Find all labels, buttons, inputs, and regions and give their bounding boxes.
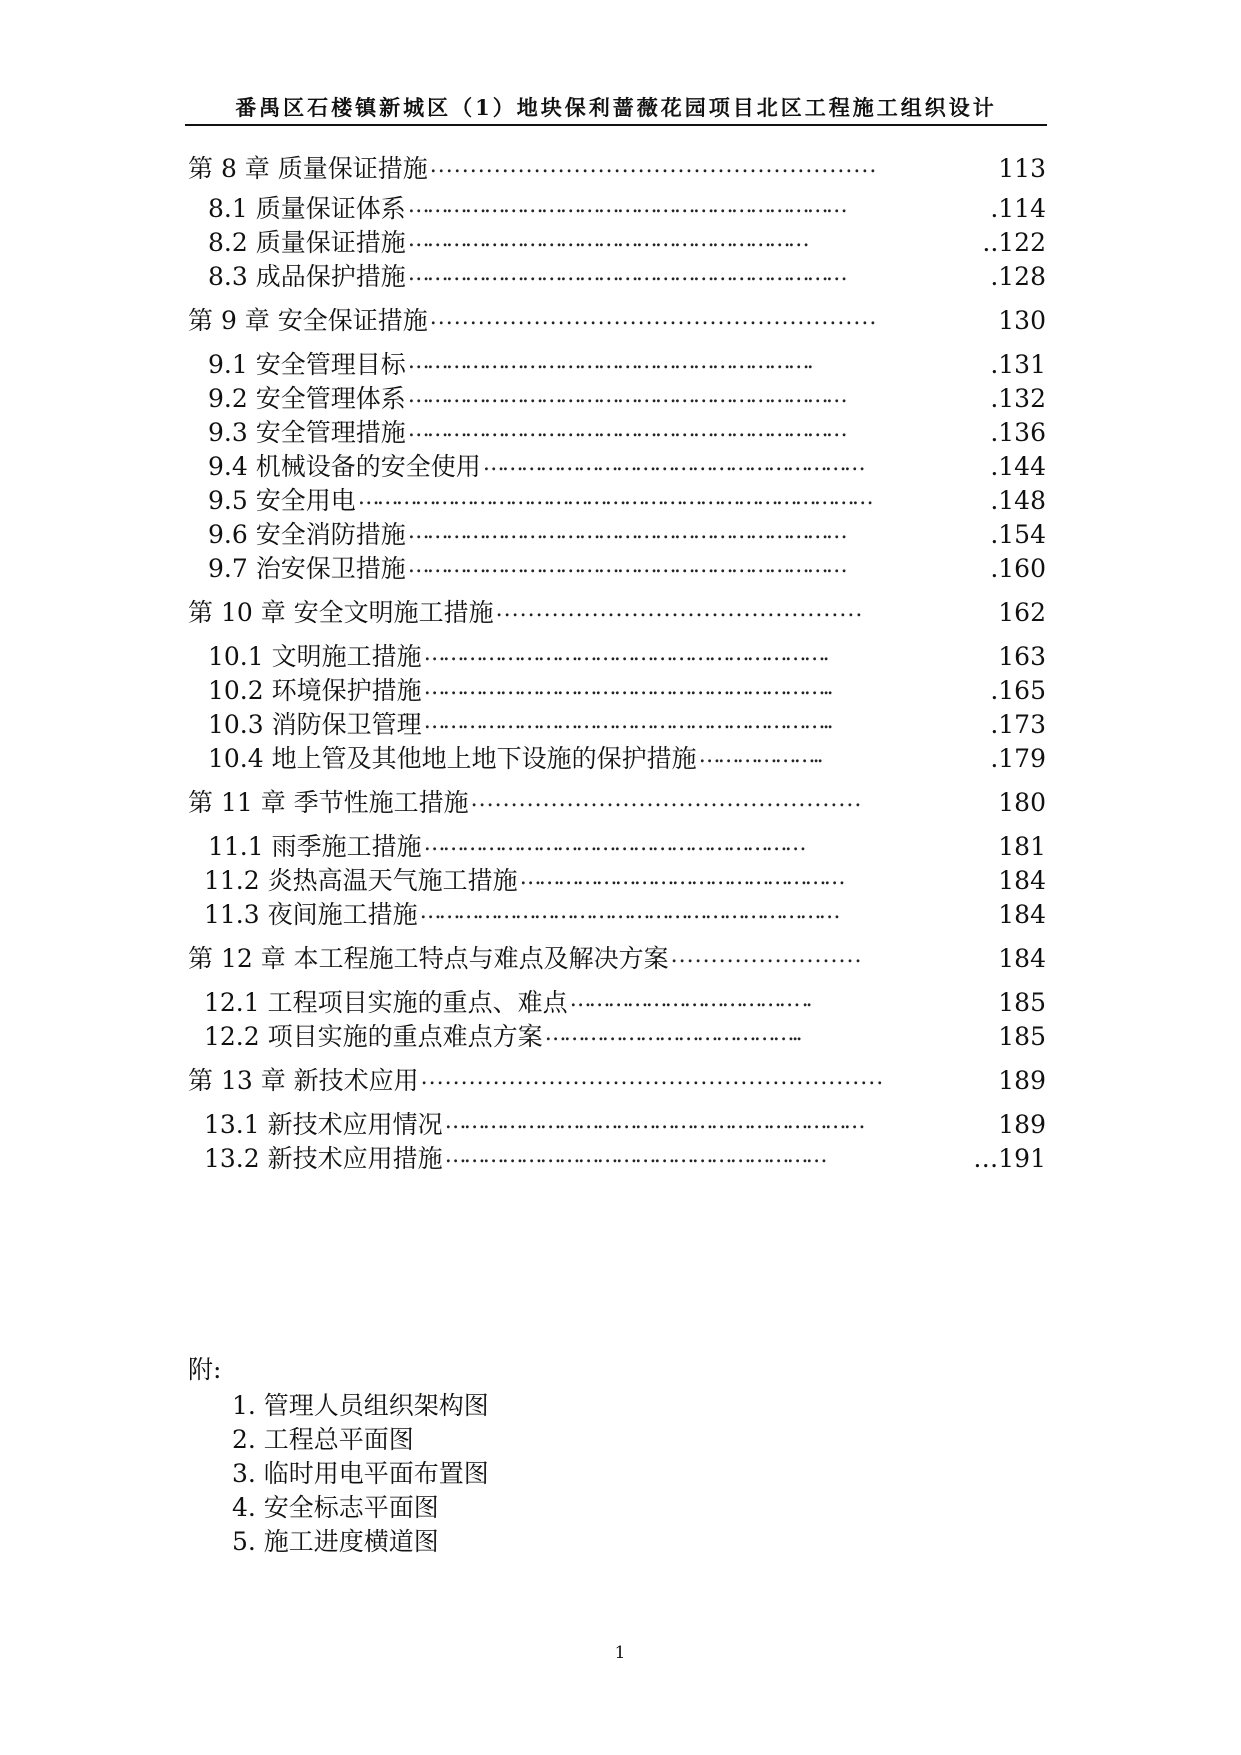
toc-row-10-2[interactable] xyxy=(208,672,1046,706)
toc-row-9-7[interactable] xyxy=(208,550,1046,584)
toc-leader: ………………………………………………………… xyxy=(444,1109,863,1134)
toc-page: 163 xyxy=(998,642,1046,671)
toc-page: 180 xyxy=(998,788,1046,817)
toc-label: 第 11 章 季节性施工措施 xyxy=(188,788,469,817)
toc-row-8-1[interactable] xyxy=(208,190,1046,224)
toc-label: 12.2 项目实施的重点难点方案 xyxy=(204,1022,543,1051)
toc-leader: ………………………………….. xyxy=(544,1021,800,1046)
toc-row-9-4[interactable] xyxy=(208,448,1046,482)
toc-label: 13.2 新技术应用措施 xyxy=(204,1144,443,1173)
toc-label: 9.1 安全管理目标 xyxy=(208,350,406,379)
toc-leader: ........................................................ xyxy=(429,305,878,330)
toc-leader: …………………………………………………………… xyxy=(407,519,845,544)
toc-row-ch9[interactable] xyxy=(188,302,1046,336)
toc-leader: ……………………………………………………….. xyxy=(423,675,831,700)
appendix-item[interactable]: 1. 管理人员组织架构图 xyxy=(232,1391,489,1420)
toc-page: .144 xyxy=(990,452,1046,481)
toc-label: 9.5 安全用电 xyxy=(208,486,356,515)
toc-leader: …………………………………………………………… xyxy=(407,383,845,408)
toc-row-9-6[interactable] xyxy=(208,516,1046,550)
toc-label: 8.2 质量保证措施 xyxy=(208,228,406,257)
appendix-title: 附: xyxy=(188,1355,222,1384)
toc-leader: ………………………………………………………. xyxy=(423,641,827,666)
toc-leader: …………………………………………………… xyxy=(444,1143,825,1168)
toc-row-13-2[interactable] xyxy=(204,1140,1046,1174)
toc-row-ch8[interactable] xyxy=(188,150,1046,184)
toc-leader: …………………………………………………………… xyxy=(407,193,845,218)
toc-label: 13.1 新技术应用情况 xyxy=(204,1110,443,1139)
toc-row-10-1[interactable] xyxy=(208,638,1046,672)
toc-row-8-2[interactable] xyxy=(208,224,1046,258)
toc-row-11-2[interactable] xyxy=(204,862,1046,896)
toc-label: 10.1 文明施工措施 xyxy=(208,642,422,671)
appendix-item[interactable]: 4. 安全标志平面图 xyxy=(232,1493,439,1522)
toc-page: 130 xyxy=(998,306,1046,335)
toc-leader: …………………………………………………… xyxy=(482,451,863,476)
toc-page: ..122 xyxy=(982,228,1046,257)
toc-label: 9.2 安全管理体系 xyxy=(208,384,406,413)
toc-page: 113 xyxy=(998,154,1046,183)
toc-leader: ……………………………………………………… xyxy=(407,227,807,252)
toc-row-8-3[interactable] xyxy=(208,258,1046,292)
toc-page: .128 xyxy=(990,262,1046,291)
toc-page: 162 xyxy=(998,598,1046,627)
toc-row-ch11[interactable] xyxy=(188,784,1046,818)
toc-label: 11.3 夜间施工措施 xyxy=(204,900,418,929)
document-header: 番禺区石楼镇新城区（1）地块保利蔷薇花园项目北区工程施工组织设计 xyxy=(235,95,997,120)
toc-page: .114 xyxy=(990,194,1046,223)
toc-page: .132 xyxy=(990,384,1046,413)
toc-row-9-3[interactable] xyxy=(208,414,1046,448)
toc-row-13-1[interactable] xyxy=(204,1106,1046,1140)
appendix-item[interactable]: 3. 临时用电平面布置图 xyxy=(232,1459,489,1488)
toc-page: 189 xyxy=(998,1110,1046,1139)
toc-label: 10.3 消防保卫管理 xyxy=(208,710,422,739)
toc-row-ch12[interactable] xyxy=(188,940,1046,974)
toc-row-9-2[interactable] xyxy=(208,380,1046,414)
toc-leader: .......................................................... xyxy=(420,1065,885,1090)
toc-row-9-5[interactable] xyxy=(208,482,1046,516)
toc-row-11-3[interactable] xyxy=(204,896,1046,930)
toc-row-11-1[interactable] xyxy=(208,828,1046,862)
toc-page: .154 xyxy=(990,520,1046,549)
toc-leader: .............................................. xyxy=(495,597,864,622)
toc-label: 9.4 机械设备的安全使用 xyxy=(208,452,481,481)
toc-leader: ................................................. xyxy=(470,787,863,812)
toc-row-ch10[interactable] xyxy=(188,594,1046,628)
toc-leader: …………………………………………………………… xyxy=(407,417,845,442)
toc-label: 9.7 治安保卫措施 xyxy=(208,554,406,583)
toc-leader: ........................................................ xyxy=(429,153,878,178)
toc-page: .148 xyxy=(990,486,1046,515)
toc-row-10-3[interactable] xyxy=(208,706,1046,740)
toc-page: .173 xyxy=(990,710,1046,739)
toc-label: 8.1 质量保证体系 xyxy=(208,194,406,223)
toc-leader: ……………………………… .. xyxy=(569,987,810,1012)
toc-label: 10.4 地上管及其他地上地下设施的保护措施 xyxy=(208,744,697,773)
toc-page: .160 xyxy=(990,554,1046,583)
toc-label: 11.2 炎热高温天气施工措施 xyxy=(204,866,518,895)
header-rule xyxy=(185,124,1047,126)
toc-page: 185 xyxy=(998,1022,1046,1051)
toc-label: 第 8 章 质量保证措施 xyxy=(188,154,428,183)
appendix-item[interactable]: 5. 施工进度横道图 xyxy=(232,1527,439,1556)
toc-page: 184 xyxy=(998,900,1046,929)
toc-label: 8.3 成品保护措施 xyxy=(208,262,406,291)
toc-label: 12.1 工程项目实施的重点、难点 xyxy=(204,988,568,1017)
toc-label: 第 12 章 本工程施工特点与难点及解决方案 xyxy=(188,944,669,973)
toc-page: .131 xyxy=(990,350,1046,379)
toc-page: …191 xyxy=(973,1144,1046,1173)
toc-leader: ........................ xyxy=(670,943,863,968)
toc-label: 9.6 安全消防措施 xyxy=(208,520,406,549)
toc-page: .165 xyxy=(990,676,1046,705)
toc-row-ch13[interactable] xyxy=(188,1062,1046,1096)
toc-leader: ……………….. xyxy=(698,743,821,768)
toc-page: 181 xyxy=(998,832,1046,861)
toc-page: .179 xyxy=(990,744,1046,773)
toc-leader: …………………………………………………… xyxy=(423,831,804,856)
toc-leader: …………………………………………… xyxy=(519,865,843,890)
toc-page: .136 xyxy=(990,418,1046,447)
toc-page: 189 xyxy=(998,1066,1046,1095)
toc-leader: ………………………………………………………… xyxy=(419,899,838,924)
toc-label: 第 9 章 安全保证措施 xyxy=(188,306,428,335)
toc-leader: ……………………………………………………….. xyxy=(423,709,831,734)
toc-page: 184 xyxy=(998,866,1046,895)
toc-leader: …………………………………………………………… xyxy=(407,261,845,286)
toc-leader: ………………………………………………………. xyxy=(407,349,811,374)
toc-label: 11.1 雨季施工措施 xyxy=(208,832,422,861)
toc-row-9-1[interactable] xyxy=(208,346,1046,380)
toc-label: 第 10 章 安全文明施工措施 xyxy=(188,598,494,627)
toc-leader: ……………………………………………………………………… xyxy=(357,485,871,510)
toc-row-12-1[interactable] xyxy=(204,984,1046,1018)
page-number: 1 xyxy=(614,1643,626,1663)
toc-row-12-2[interactable] xyxy=(204,1018,1046,1052)
toc-label: 第 13 章 新技术应用 xyxy=(188,1066,419,1095)
toc-page: 185 xyxy=(998,988,1046,1017)
toc-leader: …………………………………………………………… xyxy=(407,553,845,578)
toc-row-10-4[interactable] xyxy=(208,740,1046,774)
toc-label: 10.2 环境保护措施 xyxy=(208,676,422,705)
toc-page: 184 xyxy=(998,944,1046,973)
toc-label: 9.3 安全管理措施 xyxy=(208,418,406,447)
appendix-item[interactable]: 2. 工程总平面图 xyxy=(232,1425,414,1454)
